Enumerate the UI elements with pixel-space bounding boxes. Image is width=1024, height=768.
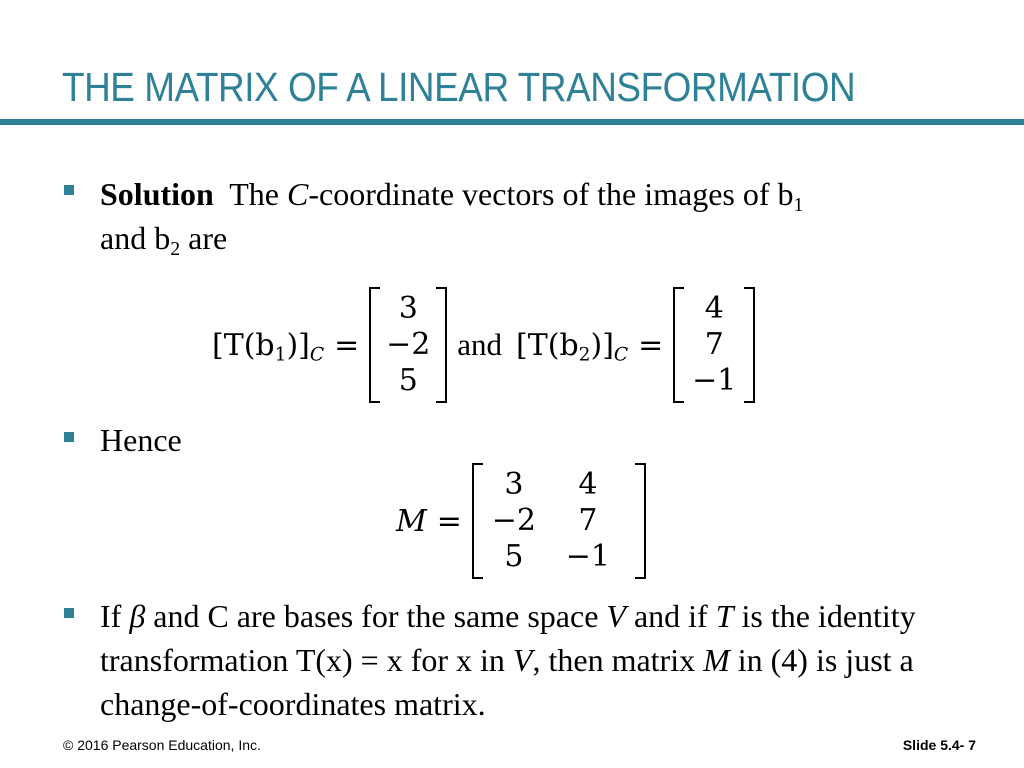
copyright-footer: © 2016 Pearson Education, Inc. [63, 737, 261, 753]
vector-cell: 4 [704, 291, 724, 326]
solution-label: Solution [100, 176, 214, 212]
vector-cell: 3 [398, 291, 418, 326]
matrix-cell: 7 [578, 503, 598, 538]
bullet-marker [64, 608, 74, 618]
matrix-cell: 5 [504, 539, 524, 574]
equals-sign: = [334, 327, 360, 363]
vector-cell: −2 [386, 327, 431, 362]
hence-paragraph: Hence [100, 422, 182, 458]
vector-cell: 5 [398, 363, 418, 398]
m-label: M [396, 503, 427, 539]
title-underline [0, 119, 1024, 125]
vector-cell: 7 [704, 327, 724, 362]
solution-paragraph: Solution The C-coordinate vectors of the images of $b_1$ and $b_2$ are [100, 176, 804, 260]
equals-sign: = [638, 327, 664, 363]
matrix-cell: −2 [491, 503, 536, 538]
and-word: and [457, 327, 503, 362]
t-b1-label: $[T(b_1)]_C$ [212, 327, 325, 366]
matrix-cell: 4 [578, 467, 598, 502]
matrix-cell: −1 [565, 539, 610, 574]
matrix-m [472, 463, 646, 579]
equals-sign: = [436, 503, 462, 539]
matrix-cell: 3 [504, 467, 524, 502]
matrix-m-equation [396, 460, 646, 582]
coordinate-vectors-equation [212, 284, 755, 406]
slide-title: THE MATRIX OF A LINEAR TRANSFORMATION [62, 64, 856, 110]
slide-number: Slide 5.4- 7 [902, 737, 976, 753]
bullet-marker [64, 185, 74, 195]
vector-t-b2 [673, 287, 755, 403]
t-b2-label: $[T(b_2)]_C$ [516, 327, 629, 366]
vector-t-b1 [369, 287, 447, 403]
identity-paragraph: If β and C are bases for the same space V and if T is the identity transformation T(x) = x for x in V, then matrix M in (4) is just a change-of-coordinates matrix. [100, 598, 916, 722]
vector-cell: −1 [692, 363, 737, 398]
bullet-marker [64, 432, 74, 442]
beta-symbol: β [129, 598, 146, 634]
